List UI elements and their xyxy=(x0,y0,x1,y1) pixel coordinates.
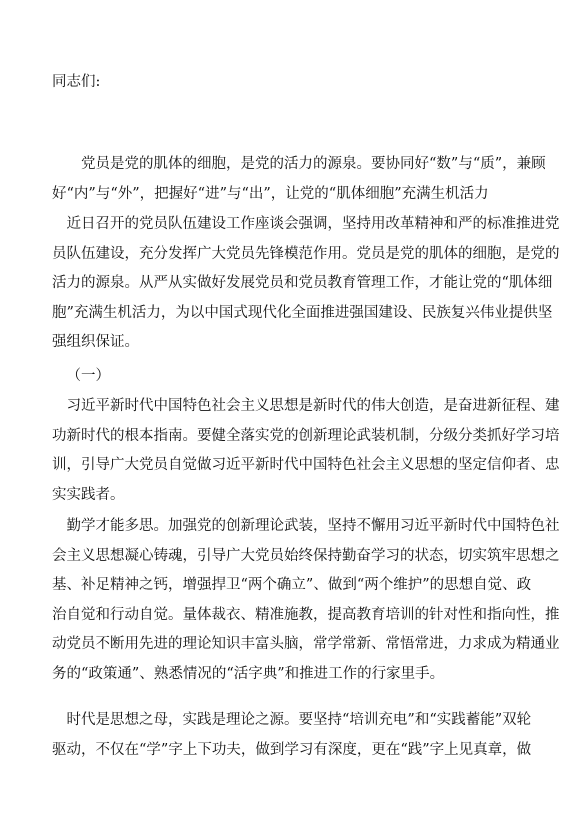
paragraph-line: 胞”充满生机活力，为以中国式现代化全面推进强国建设、民族复兴伟业提供坚 xyxy=(52,304,553,321)
paragraph-line: 务的“政策通”、熟悉情况的“活字典”和推进工作的行家里手。 xyxy=(52,665,445,682)
paragraph-line: 训，引导广大党员自觉做习近平新时代中国特色社会主义思想的坚定信仰者、忠 xyxy=(52,457,560,473)
paragraph-line: 时代是思想之母，实践是理论之源。要坚持“培训充电”和“实践蓄能”双轮 xyxy=(66,712,532,728)
intro-paragraph xyxy=(52,150,546,209)
paragraph-line: 驱动，不仅在“学”字上下功夫，做到学习有深度，更在“践”字上见真章，做 xyxy=(52,741,532,758)
paragraph-line: 习近平新时代中国特色社会主义思想是新时代的伟大创造，是奋进新征程、建 xyxy=(66,398,560,414)
section-heading xyxy=(52,362,542,392)
paragraph-thought xyxy=(52,392,560,510)
paragraph-meeting xyxy=(52,210,560,358)
section-marker: （一） xyxy=(66,368,110,384)
paragraph-line: 活力的源泉。从严从实做好发展党员和党员教育管理工作，才能让党的“肌体细 xyxy=(52,275,553,291)
paragraph-line: 强组织保证。 xyxy=(52,334,139,350)
paragraph-line: 员队伍建设，充分发挥广大党员先锋模范作用。党员是党的肌体的细胞，是党的 xyxy=(52,245,560,262)
salutation xyxy=(52,68,100,98)
paragraph-study xyxy=(52,512,560,689)
paragraph-line: 功新时代的根本指南。要健全落实党的创新理论武装机制，分级分类抓好学习培 xyxy=(52,427,560,444)
paragraph-line: 治自觉和行动自觉。量体裁衣、精准施教，提高教育培训的针对性和指向性，推 xyxy=(52,606,560,623)
paragraph-practice xyxy=(52,706,542,765)
paragraph-line: 党员是党的肌体的细胞，是党的活力的源泉。要协同好“数”与“质”，兼顾 xyxy=(81,156,546,172)
paragraph-line: 动党员不断用先进的理论知识丰富头脑，常学常新、常悟常进，力求成为精通业 xyxy=(52,636,560,652)
paragraph-line: 实实践者。 xyxy=(52,486,125,503)
paragraph-line: 会主义思想凝心铸魂，引导广大党员始终保持勤奋学习的状态，切实筑牢思想之 xyxy=(52,547,560,564)
paragraph-line: 勤学才能多思。加强党的创新理论武装，坚持不懈用习近平新时代中国特色社 xyxy=(66,518,560,534)
paragraph-line: 好“内”与“外”，把握好“进”与“出”，让党的“肌体细胞”充满生机活力 xyxy=(52,185,489,202)
salutation-text: 同志们: xyxy=(52,74,101,90)
paragraph-line: 基、补足精神之钙，增强捍卫“两个确立”、做到“两个维护”的思想自觉、政 xyxy=(52,577,532,593)
paragraph-line: 近日召开的党员队伍建设工作座谈会强调，坚持用改革精神和严的标准推进党 xyxy=(66,216,560,232)
